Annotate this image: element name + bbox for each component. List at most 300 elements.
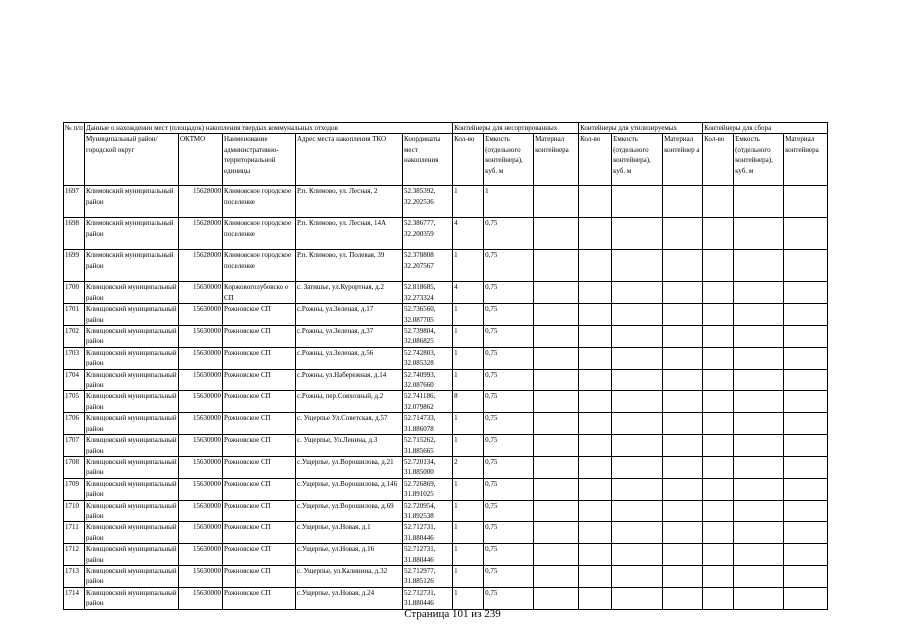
site-coordinates: 52.726869, 31.891025	[403, 478, 453, 500]
table-row	[64, 565, 828, 587]
table-row	[64, 435, 828, 457]
admin-unit: Рожновское СП	[223, 304, 296, 326]
empty-cell	[734, 500, 784, 522]
row-number: 1704	[64, 369, 85, 391]
empty-cell	[703, 391, 734, 413]
container-count: 1	[453, 587, 484, 609]
container-count: 1	[453, 522, 484, 544]
container-count: 4	[453, 282, 484, 304]
empty-cell	[579, 250, 612, 282]
empty-cell	[579, 435, 612, 457]
empty-cell	[612, 500, 663, 522]
empty-cell	[534, 369, 579, 391]
row-number: 1710	[64, 500, 85, 522]
oktmo-code: 15630000	[179, 282, 223, 304]
row-number: 1708	[64, 456, 85, 478]
table-row	[64, 522, 828, 544]
row-number: 1711	[64, 522, 85, 544]
site-address: с.Ущерпье, ул.Ворошилова, д.69	[296, 500, 403, 522]
empty-cell	[703, 456, 734, 478]
header-coords: Координаты мест накопления	[403, 134, 453, 186]
header-row-columns	[64, 134, 828, 186]
container-capacity: 0,75	[484, 522, 534, 544]
site-address: с.Ущерпье, ул.Новая, д.1	[296, 522, 403, 544]
empty-cell	[734, 587, 784, 609]
municipal-district: Климовский муниципальный район	[85, 218, 179, 250]
row-number: 1703	[64, 347, 85, 369]
table-row	[64, 544, 828, 566]
site-coordinates: 52.739804, 32.086825	[403, 326, 453, 348]
empty-cell	[703, 587, 734, 609]
site-address: с.Ущерпье, ул.Новая, д.24	[296, 587, 403, 609]
admin-unit: Рожновское СП	[223, 369, 296, 391]
header-group-unsorted: Контейнеры для несортированных	[453, 123, 579, 134]
empty-cell	[534, 522, 579, 544]
municipal-district: Климовский муниципальный район	[85, 186, 179, 218]
empty-cell	[703, 478, 734, 500]
empty-cell	[734, 478, 784, 500]
municipal-district: Клинцовский муниципальный район	[86, 523, 177, 542]
empty-cell	[534, 565, 579, 587]
row-number: 1706	[64, 413, 85, 435]
site-coordinates: 52.715262, 31.885665	[403, 435, 453, 457]
container-capacity: 0,75	[484, 369, 534, 391]
empty-cell	[703, 413, 734, 435]
header-count-2: Кол-во	[579, 134, 612, 186]
page-number: Страница 101 из 239	[404, 608, 501, 620]
municipal-district: Клинцовский муниципальный район	[86, 457, 177, 477]
site-coordinates: 52.385392, 32.202536	[403, 186, 453, 218]
site-coordinates: 52.720954, 31.892538	[403, 500, 453, 522]
row-number: 1699	[64, 250, 85, 282]
empty-cell	[534, 544, 579, 566]
site-coordinates: 52.740993, 32.087660	[403, 369, 453, 391]
container-capacity: 0,75	[484, 456, 534, 478]
admin-unit: Рожновское СП	[223, 500, 296, 522]
container-count: 1	[453, 500, 484, 522]
empty-cell	[703, 500, 734, 522]
empty-cell	[534, 435, 579, 457]
empty-cell	[534, 391, 579, 413]
empty-cell	[734, 186, 784, 218]
container-capacity: 0,75	[484, 304, 534, 326]
container-count: 1	[453, 565, 484, 587]
empty-cell	[734, 456, 784, 478]
empty-cell	[784, 435, 828, 457]
oktmo-code: 15630000	[179, 500, 223, 522]
row-number: 1712	[64, 544, 85, 566]
header-row-groups	[64, 123, 828, 134]
table-row	[64, 413, 828, 435]
header-capacity-2: Емкость (отдельного контейнера), куб. м	[612, 134, 663, 186]
empty-cell	[703, 522, 734, 544]
table-row	[64, 391, 828, 413]
site-address: с.Рожны, ул.Набережная, д.14	[296, 369, 403, 391]
site-address: с.Рожны, пер.Совхозный, д.2	[296, 391, 403, 413]
oktmo-code: 15630000	[179, 391, 223, 413]
empty-cell	[612, 282, 663, 304]
municipal-district: Клинцовский муниципальный район	[86, 327, 177, 346]
row-number: 1702	[64, 326, 85, 348]
empty-cell	[579, 391, 612, 413]
row-number: 1709	[64, 478, 85, 500]
empty-cell	[734, 218, 784, 250]
empty-cell	[703, 218, 734, 250]
empty-cell	[663, 522, 703, 544]
empty-cell	[612, 326, 663, 348]
empty-cell	[734, 435, 784, 457]
municipal-district: Клинцовский муниципальный район	[86, 436, 177, 455]
site-address: с.Рожны, ул.Зеленая, д.56	[296, 347, 403, 369]
empty-cell	[612, 369, 663, 391]
container-count: 1	[453, 478, 484, 500]
oktmo-code: 15630000	[179, 522, 223, 544]
empty-cell	[534, 478, 579, 500]
empty-cell	[703, 186, 734, 218]
municipal-district: Клинцовский муниципальный район	[86, 305, 177, 324]
container-count: 2	[453, 456, 484, 478]
empty-cell	[612, 565, 663, 587]
empty-cell	[703, 304, 734, 326]
empty-cell	[784, 456, 828, 478]
site-coordinates: 52.714733, 31.886078	[403, 413, 453, 435]
site-address: с.Ущерпье, ул.Ворошилова, д.146	[296, 478, 403, 500]
empty-cell	[579, 282, 612, 304]
header-admin-unit: Наименование административно-территориальной единицы	[223, 134, 296, 186]
header-material-3: Материал контейнера	[784, 134, 828, 186]
oktmo-code: 15630000	[179, 435, 223, 457]
municipal-district: Клинцовский муниципальный район	[86, 283, 177, 302]
empty-cell	[663, 435, 703, 457]
municipal-district: Клинцовский муниципальный район	[86, 588, 177, 608]
empty-cell	[612, 456, 663, 478]
empty-cell	[663, 413, 703, 435]
municipal-district: Климовский муниципальный район	[85, 250, 179, 282]
header-num: № п/п	[64, 123, 85, 186]
oktmo-code: 15630000	[179, 326, 223, 348]
oktmo-code: 15630000	[179, 347, 223, 369]
oktmo-code: 15630000	[179, 478, 223, 500]
empty-cell	[784, 304, 828, 326]
empty-cell	[734, 369, 784, 391]
site-coordinates: 52.386777, 32.200359	[403, 218, 453, 250]
empty-cell	[663, 326, 703, 348]
container-count: 1	[453, 544, 484, 566]
row-number: 1697	[64, 186, 85, 218]
row-number: 1713	[64, 565, 85, 587]
admin-unit: Климовское городское поселение	[223, 250, 296, 282]
container-count: 1	[453, 413, 484, 435]
empty-cell	[734, 544, 784, 566]
empty-cell	[579, 413, 612, 435]
container-count: 1	[453, 369, 484, 391]
header-oktmo: ОКТМО	[179, 134, 223, 186]
empty-cell	[663, 456, 703, 478]
empty-cell	[612, 522, 663, 544]
municipal-district: Клинцовский муниципальный район	[86, 501, 177, 520]
empty-cell	[579, 304, 612, 326]
header-count: Кол-во	[453, 134, 484, 186]
site-coordinates: 52.712731, 31.880446	[403, 544, 453, 566]
empty-cell	[534, 326, 579, 348]
empty-cell	[612, 544, 663, 566]
empty-cell	[579, 347, 612, 369]
empty-cell	[703, 544, 734, 566]
empty-cell	[579, 544, 612, 566]
site-address: с.Ущерпье, ул.Ворошилова, д.21	[296, 456, 403, 478]
empty-cell	[703, 565, 734, 587]
site-address: с.Рожны, ул.Зеленая, д.17	[296, 304, 403, 326]
municipal-district: Клинцовский муниципальный район	[86, 348, 177, 368]
container-capacity: 0,75	[484, 565, 534, 587]
admin-unit: Рожновское СП	[223, 456, 296, 478]
container-capacity: 0,75	[484, 282, 534, 304]
container-capacity: 0,75	[484, 326, 534, 348]
site-address: с. Ущерпье Ул.Советская, д.57	[296, 413, 403, 435]
empty-cell	[703, 326, 734, 348]
admin-unit: Рожновское СП	[223, 413, 296, 435]
admin-unit: Коржовоголубовско е СП	[223, 282, 296, 304]
site-coordinates: 52.736560, 32.087705	[403, 304, 453, 326]
container-count: 1	[453, 347, 484, 369]
empty-cell	[784, 218, 828, 250]
empty-cell	[612, 478, 663, 500]
empty-cell	[784, 250, 828, 282]
oktmo-code: 15630000	[179, 544, 223, 566]
empty-cell	[784, 326, 828, 348]
empty-cell	[534, 500, 579, 522]
table-row	[64, 186, 828, 218]
table-row	[64, 369, 828, 391]
oktmo-code: 15630000	[179, 587, 223, 609]
empty-cell	[534, 456, 579, 478]
header-material-2: Материал контейнер а	[663, 134, 703, 186]
registry-table-sheet	[63, 122, 828, 610]
container-capacity: 0,75	[484, 544, 534, 566]
empty-cell	[784, 587, 828, 609]
oktmo-code: 15628000	[179, 186, 223, 218]
empty-cell	[663, 186, 703, 218]
empty-cell	[579, 369, 612, 391]
container-count: 1	[453, 304, 484, 326]
empty-cell	[784, 413, 828, 435]
container-count: 8	[453, 391, 484, 413]
container-count: 1	[453, 186, 484, 218]
header-capacity: Емкость (отдельного контейнера), куб. м	[484, 134, 534, 186]
empty-cell	[784, 522, 828, 544]
empty-cell	[579, 186, 612, 218]
row-number: 1700	[64, 282, 85, 304]
empty-cell	[534, 304, 579, 326]
container-capacity: 0,75	[484, 435, 534, 457]
row-number: 1705	[64, 391, 85, 413]
municipal-district: Клинцовский муниципальный район	[86, 566, 177, 586]
site-coordinates: 52.818685, 32.273324	[403, 282, 453, 304]
empty-cell	[663, 565, 703, 587]
waste-sites-table	[63, 122, 828, 610]
empty-cell	[784, 565, 828, 587]
municipal-district: Клинцовский муниципальный район	[86, 392, 177, 411]
empty-cell	[784, 186, 828, 218]
oktmo-code: 15630000	[179, 565, 223, 587]
empty-cell	[784, 500, 828, 522]
empty-cell	[663, 544, 703, 566]
oktmo-code: 15630000	[179, 304, 223, 326]
empty-cell	[784, 478, 828, 500]
empty-cell	[612, 347, 663, 369]
container-capacity: 0,75	[484, 413, 534, 435]
site-coordinates: 52.378808 32.207567	[403, 250, 453, 282]
empty-cell	[612, 304, 663, 326]
empty-cell	[734, 304, 784, 326]
municipal-district: Клинцовский муниципальный район	[86, 545, 177, 564]
empty-cell	[534, 587, 579, 609]
row-number: 1714	[64, 587, 85, 609]
container-capacity: 0,75	[484, 250, 534, 282]
site-coordinates: 52.720134, 31.885000	[403, 456, 453, 478]
site-address: с.Ущерпье, ул.Новая, д.16	[296, 544, 403, 566]
site-address: Р.п. Климово, ул. Лесная, 14А	[296, 218, 403, 250]
admin-unit: Климовское городское поселение	[223, 186, 296, 218]
empty-cell	[612, 250, 663, 282]
empty-cell	[534, 347, 579, 369]
admin-unit: Рожновское СП	[223, 478, 296, 500]
row-number: 1698	[64, 218, 85, 250]
table-row	[64, 218, 828, 250]
empty-cell	[579, 478, 612, 500]
empty-cell	[784, 391, 828, 413]
empty-cell	[663, 500, 703, 522]
empty-cell	[612, 218, 663, 250]
container-count: 1	[453, 326, 484, 348]
admin-unit: Рожновское СП	[223, 435, 296, 457]
oktmo-code: 15630000	[179, 369, 223, 391]
header-municipal: Муниципальный район/городской округ	[85, 134, 179, 186]
admin-unit: Рожновское СП	[223, 326, 296, 348]
empty-cell	[663, 250, 703, 282]
header-count-3: Кол-во	[703, 134, 734, 186]
admin-unit: Рожновское СП	[223, 565, 296, 587]
empty-cell	[663, 391, 703, 413]
empty-cell	[612, 587, 663, 609]
empty-cell	[663, 304, 703, 326]
table-row	[64, 304, 828, 326]
empty-cell	[734, 282, 784, 304]
empty-cell	[663, 369, 703, 391]
empty-cell	[579, 218, 612, 250]
empty-cell	[663, 218, 703, 250]
empty-cell	[734, 522, 784, 544]
site-coordinates: 52.712731, 31.880446	[403, 587, 453, 609]
empty-cell	[734, 347, 784, 369]
header-capacity-3: Емкость (отдельного контейнера), куб. м	[734, 134, 784, 186]
empty-cell	[579, 587, 612, 609]
municipal-district: Клинцовский муниципальный район	[86, 370, 177, 390]
empty-cell	[579, 326, 612, 348]
empty-cell	[663, 478, 703, 500]
admin-unit: Рожновское СП	[223, 391, 296, 413]
table-row	[64, 282, 828, 304]
empty-cell	[612, 435, 663, 457]
header-address: Адрес места накопления ТКО	[296, 134, 403, 186]
empty-cell	[612, 186, 663, 218]
empty-cell	[734, 565, 784, 587]
site-coordinates: 52.712731, 31.880446	[403, 522, 453, 544]
oktmo-code: 15628000	[179, 218, 223, 250]
empty-cell	[534, 250, 579, 282]
table-row	[64, 500, 828, 522]
table-row	[64, 587, 828, 609]
empty-cell	[534, 218, 579, 250]
empty-cell	[579, 565, 612, 587]
table-row	[64, 478, 828, 500]
empty-cell	[612, 413, 663, 435]
container-capacity: 0,75	[484, 347, 534, 369]
site-coordinates: 52.742803, 32.085328	[403, 347, 453, 369]
empty-cell	[612, 391, 663, 413]
header-group-sites: Данные о нахождении мест (площадок) накопления твердых коммунальных отходов	[85, 123, 453, 134]
empty-cell	[534, 186, 579, 218]
container-count: 1	[453, 250, 484, 282]
site-coordinates: 52.741186, 32.079862	[403, 391, 453, 413]
container-count: 1	[453, 435, 484, 457]
municipal-district: Клинцовский муниципальный район	[86, 414, 177, 433]
site-address: с. Ущерпье, ул.Калинина, д.32	[296, 565, 403, 587]
site-address: Р.п. Климово, ул. Лесная, 2	[296, 186, 403, 218]
empty-cell	[784, 347, 828, 369]
container-capacity: 1	[484, 186, 534, 218]
empty-cell	[703, 282, 734, 304]
empty-cell	[534, 413, 579, 435]
row-number: 1707	[64, 435, 85, 457]
admin-unit: Рожновское СП	[223, 522, 296, 544]
container-capacity: 0,75	[484, 391, 534, 413]
municipal-district: Клинцовский муниципальный район	[86, 479, 177, 499]
oktmo-code: 15630000	[179, 456, 223, 478]
admin-unit: Климовское городское поселение	[223, 218, 296, 250]
table-row	[64, 456, 828, 478]
container-capacity: 0,75	[484, 478, 534, 500]
container-count: 4	[453, 218, 484, 250]
empty-cell	[579, 500, 612, 522]
container-capacity: 0,75	[484, 587, 534, 609]
empty-cell	[663, 282, 703, 304]
empty-cell	[534, 282, 579, 304]
container-capacity: 0,75	[484, 500, 534, 522]
table-row	[64, 347, 828, 369]
empty-cell	[579, 456, 612, 478]
table-row	[64, 250, 828, 282]
header-group-collect: Контейнеры для сбора	[703, 123, 828, 134]
empty-cell	[703, 250, 734, 282]
empty-cell	[734, 413, 784, 435]
site-address: с.Рожны, ул.Зеленая, д.37	[296, 326, 403, 348]
empty-cell	[663, 587, 703, 609]
site-address: с. Ущерпье, Ул.Ленина, д.3	[296, 435, 403, 457]
empty-cell	[784, 544, 828, 566]
empty-cell	[703, 347, 734, 369]
site-address: с. Затишье, ул.Курортная, д.2	[296, 282, 403, 304]
site-coordinates: 52.712977, 31.885126	[403, 565, 453, 587]
header-group-recycled: Контейнеры для утилизируемых	[579, 123, 703, 134]
table-row	[64, 326, 828, 348]
oktmo-code: 15630000	[179, 413, 223, 435]
empty-cell	[784, 369, 828, 391]
empty-cell	[734, 391, 784, 413]
empty-cell	[734, 250, 784, 282]
empty-cell	[663, 347, 703, 369]
empty-cell	[703, 435, 734, 457]
